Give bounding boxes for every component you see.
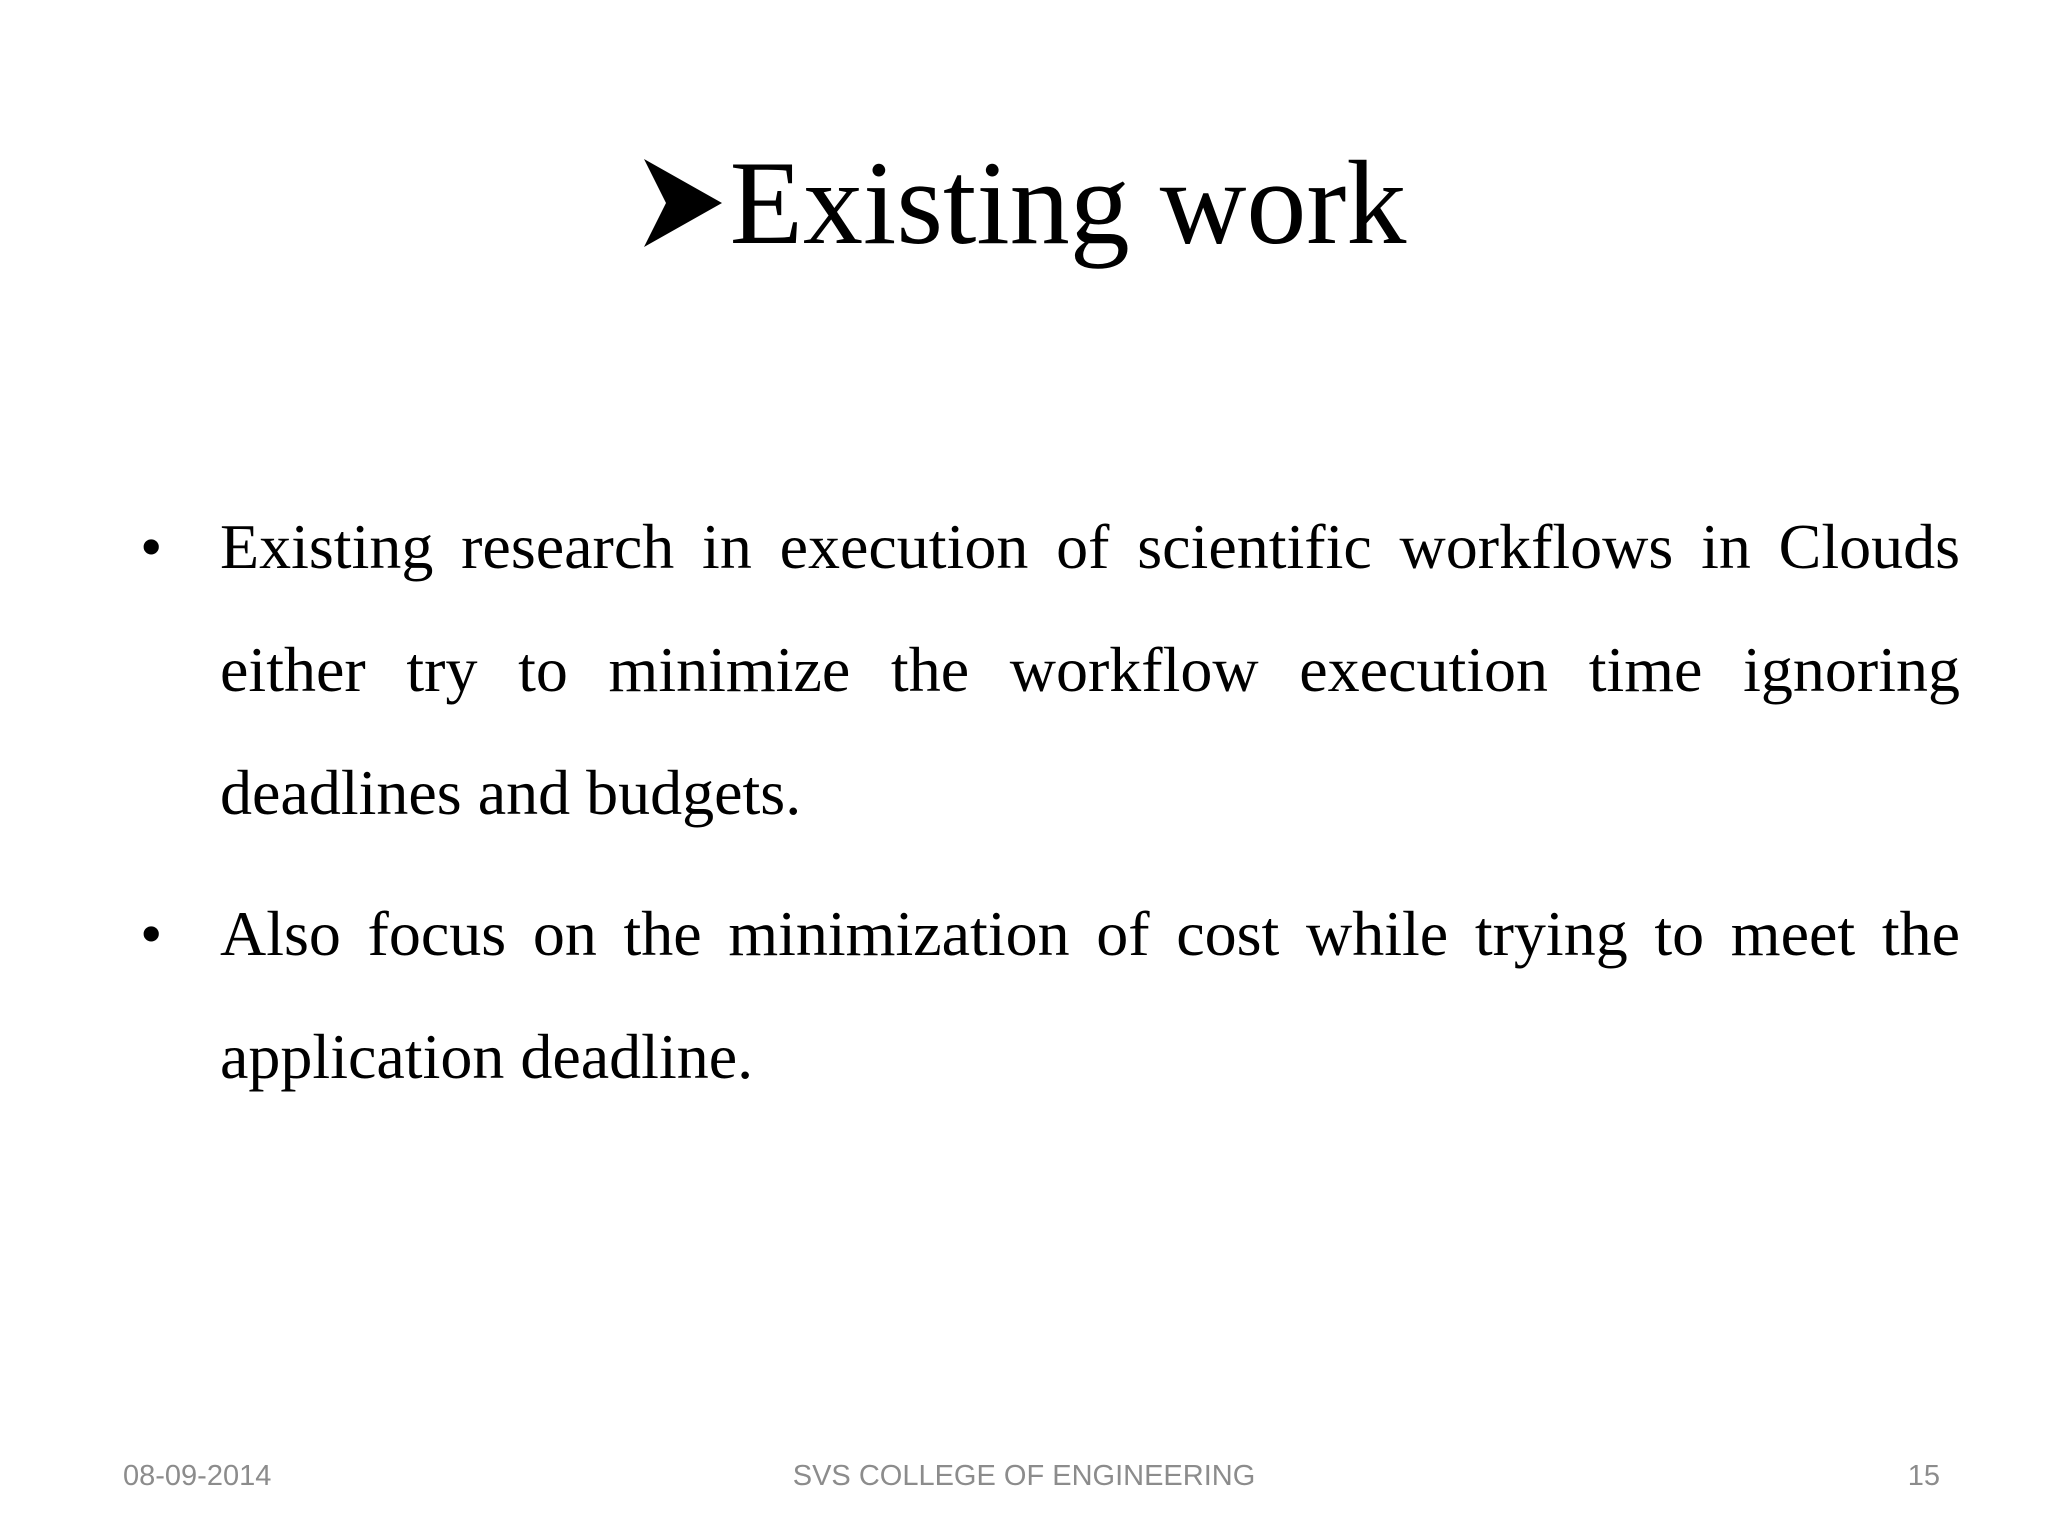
bullet-text: Existing research in execution of scientific workflows in Clouds either try to minimize the workflow execution time ignoring deadlines and budgets. [220, 511, 1960, 828]
footer-date: 08-09-2014 [123, 1460, 272, 1492]
slide-title [0, 128, 2048, 278]
bullet-icon: • [140, 898, 163, 969]
bullet-icon: • [140, 511, 163, 582]
bullet-item [140, 872, 1960, 1118]
bullet-item [140, 485, 1960, 854]
bullet-list [140, 485, 1960, 1136]
bullet-text: Also focus on the minimization of cost while trying to meet the application deadline. [220, 898, 1960, 1092]
footer-organization: SVS COLLEGE OF ENGINEERING [792, 1460, 1256, 1492]
arrowhead-bullet-icon [642, 157, 724, 249]
slide-title-text: Existing work [729, 136, 1407, 269]
footer-page-number: 15 [1907, 1460, 1940, 1492]
